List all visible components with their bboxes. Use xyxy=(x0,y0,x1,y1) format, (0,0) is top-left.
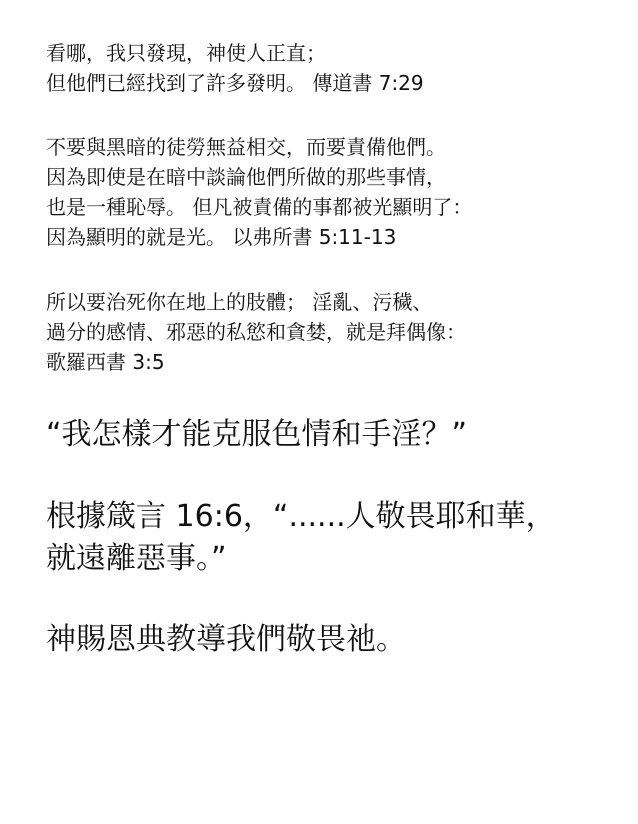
proverb-quote xyxy=(46,496,556,580)
conclusion-statement xyxy=(46,619,406,661)
verse-line: 看哪，我只發現，神使人正直； xyxy=(46,41,326,65)
question-text: “我怎樣才能克服色情和手淫？” xyxy=(46,417,468,452)
verse-line: 因為顯明的就是光。 以弗所書 5:11-13 xyxy=(46,225,397,249)
verse-line: 所以要治死你在地上的肢體； 淫亂、污穢、 xyxy=(46,290,433,314)
verse-line: 過分的感情、邪惡的私慾和貪婪，就是拜偶像： xyxy=(46,320,466,344)
verse-line: 因為即使是在暗中談論他們所做的那些事情， xyxy=(46,165,446,189)
verse-ecclesiastes xyxy=(46,38,424,98)
conclusion-text: 神賜恩典教導我們敬畏祂。 xyxy=(46,622,406,657)
question-heading xyxy=(46,414,467,456)
verse-colossians xyxy=(46,287,466,377)
verse-line: 但他們已經找到了許多發明。 傳道書 7:29 xyxy=(46,71,424,95)
proverb-line: 就遠離惡事。” xyxy=(46,541,227,576)
proverb-line: 根據箴言 16:6，“......人敬畏耶和華， xyxy=(46,499,556,534)
verse-line: 不要與黑暗的徒勞無益相交，而要責備他們。 xyxy=(46,135,446,159)
verse-line: 也是一種恥辱。 但凡被責備的事都被光顯明了： xyxy=(46,195,473,219)
verse-ephesians xyxy=(46,132,472,252)
verse-line: 歌羅西書 3:5 xyxy=(46,350,165,374)
